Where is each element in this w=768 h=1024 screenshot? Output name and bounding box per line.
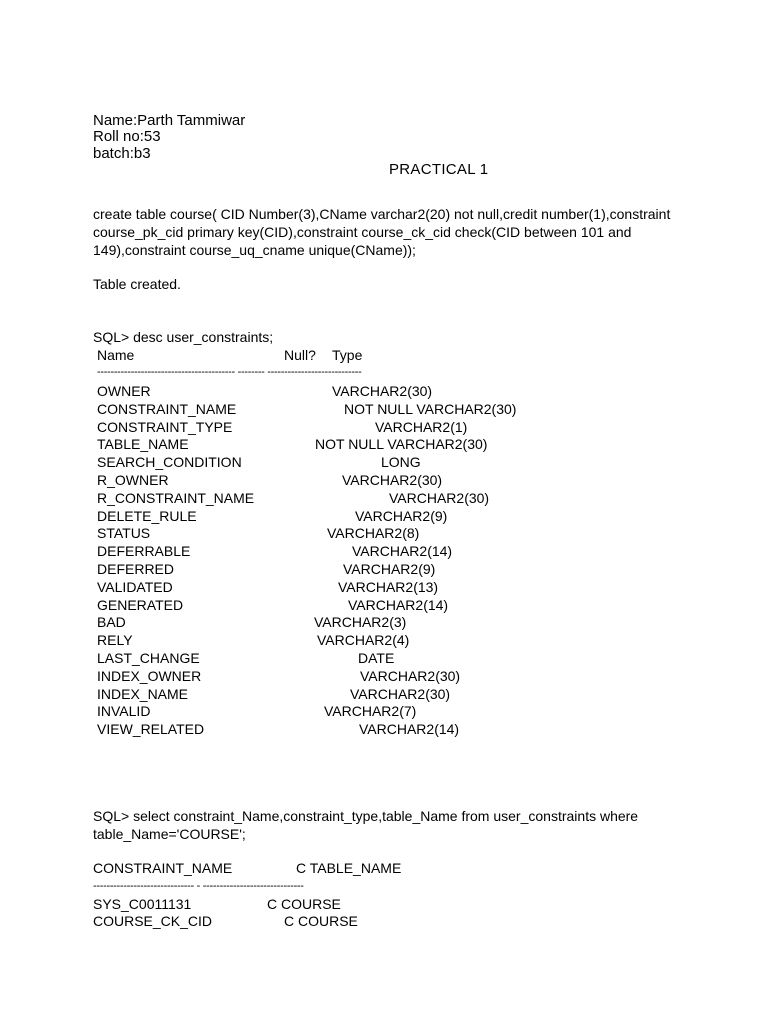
desc-row bbox=[97, 418, 657, 436]
desc-column-type: DATE bbox=[358, 650, 395, 666]
desc-column-name: STATUS bbox=[97, 525, 151, 542]
desc-column-type: NOT NULL VARCHAR2(30) bbox=[344, 400, 517, 417]
desc-column-type: VARCHAR2(30) bbox=[350, 685, 451, 702]
desc-row bbox=[97, 524, 657, 542]
desc-row bbox=[97, 685, 657, 703]
result-type-and-table: C COURSE bbox=[267, 896, 341, 912]
table-created-message: Table created. bbox=[93, 276, 181, 292]
desc-row bbox=[97, 382, 657, 400]
desc-header-name: Name bbox=[97, 347, 135, 363]
desc-column-name: LAST_CHANGE bbox=[97, 650, 200, 666]
desc-separator: ----------------------------------------- -------- ---------------------------- bbox=[97, 366, 362, 378]
desc-row bbox=[97, 400, 657, 418]
desc-row bbox=[97, 542, 657, 560]
desc-column-type: NOT NULL VARCHAR2(30) bbox=[315, 436, 488, 453]
desc-column-name: R_CONSTRAINT_NAME bbox=[97, 489, 255, 506]
desc-row bbox=[97, 596, 657, 614]
desc-column-name: INDEX_OWNER bbox=[97, 667, 202, 684]
desc-column-type: VARCHAR2(9) bbox=[343, 561, 436, 577]
desc-column-name: INDEX_NAME bbox=[97, 685, 189, 702]
select-separator: ------------------------------ - ------------------------------ bbox=[93, 880, 304, 892]
desc-column-type: VARCHAR2(9) bbox=[355, 507, 448, 524]
desc-column-name: DELETE_RULE bbox=[97, 507, 197, 524]
desc-column-name: TABLE_NAME bbox=[97, 436, 189, 453]
select-header-name: CONSTRAINT_NAME bbox=[93, 860, 233, 876]
desc-row bbox=[97, 631, 657, 649]
desc-header-null: Null? bbox=[284, 347, 316, 363]
desc-row bbox=[97, 702, 657, 720]
desc-row bbox=[97, 720, 657, 738]
desc-column-type: VARCHAR2(1) bbox=[375, 418, 468, 435]
desc-column-type: VARCHAR2(7) bbox=[324, 703, 417, 720]
desc-column-name: OWNER bbox=[97, 383, 151, 399]
desc-column-name: DEFERRED bbox=[97, 561, 175, 577]
desc-column-name: CONSTRAINT_TYPE bbox=[97, 418, 233, 435]
desc-row bbox=[97, 507, 657, 525]
desc-column-type: VARCHAR2(30) bbox=[389, 489, 490, 506]
page-title: PRACTICAL 1 bbox=[389, 161, 489, 178]
desc-column-name: VIEW_RELATED bbox=[97, 721, 205, 738]
create-table-statement: create table course( CID Number(3),CName varchar2(20) not null,credit number(1),constraint course_pk_cid primary key(CID),constraint course_ck_cid check(CID between 101 and 149),constraint course_uq_cname unique(CName)); bbox=[93, 206, 671, 258]
result-constraint-name: COURSE_CK_CID bbox=[93, 913, 213, 929]
desc-column-name: CONSTRAINT_NAME bbox=[97, 400, 237, 417]
desc-column-type: VARCHAR2(30) bbox=[332, 383, 433, 399]
desc-row bbox=[97, 667, 657, 685]
desc-column-type: VARCHAR2(30) bbox=[342, 472, 443, 488]
select-command: SQL> select constraint_Name,constraint_type,table_Name from user_constraints where table_Name='COURSE'; bbox=[93, 808, 639, 842]
desc-column-type: VARCHAR2(8) bbox=[327, 525, 420, 542]
desc-row bbox=[97, 649, 657, 667]
desc-column-name: GENERATED bbox=[97, 596, 184, 613]
select-header-rest: C TABLE_NAME bbox=[296, 860, 402, 876]
result-constraint-name: SYS_C0011131 bbox=[93, 896, 192, 912]
desc-column-name: R_OWNER bbox=[97, 472, 169, 488]
desc-row bbox=[97, 453, 657, 471]
desc-column-type: VARCHAR2(30) bbox=[360, 667, 461, 684]
desc-row bbox=[97, 613, 657, 631]
desc-row bbox=[97, 578, 657, 596]
roll-number: Roll no:53 bbox=[93, 128, 161, 145]
desc-column-name: DEFERRABLE bbox=[97, 543, 191, 560]
desc-column-type: VARCHAR2(14) bbox=[352, 543, 453, 560]
desc-column-name: INVALID bbox=[97, 703, 151, 720]
desc-row bbox=[97, 560, 657, 578]
desc-column-type: VARCHAR2(14) bbox=[348, 596, 449, 613]
desc-column-name: RELY bbox=[97, 632, 133, 649]
desc-command: SQL> desc user_constraints; bbox=[93, 329, 274, 345]
desc-column-type: VARCHAR2(4) bbox=[317, 632, 410, 649]
desc-column-name: BAD bbox=[97, 614, 126, 631]
desc-column-type: VARCHAR2(14) bbox=[359, 721, 460, 738]
desc-column-type: LONG bbox=[381, 454, 421, 471]
desc-column-name: VALIDATED bbox=[97, 578, 173, 595]
desc-header-type: Type bbox=[332, 347, 363, 363]
student-name: Name:Parth Tammiwar bbox=[93, 112, 246, 129]
desc-row bbox=[97, 435, 657, 453]
desc-column-name: SEARCH_CONDITION bbox=[97, 454, 242, 471]
desc-row bbox=[97, 489, 657, 507]
desc-column-type: VARCHAR2(3) bbox=[314, 614, 407, 631]
result-type-and-table: C COURSE bbox=[284, 913, 358, 929]
desc-row bbox=[97, 471, 657, 489]
batch: batch:b3 bbox=[93, 145, 151, 162]
desc-column-type: VARCHAR2(13) bbox=[338, 578, 439, 595]
